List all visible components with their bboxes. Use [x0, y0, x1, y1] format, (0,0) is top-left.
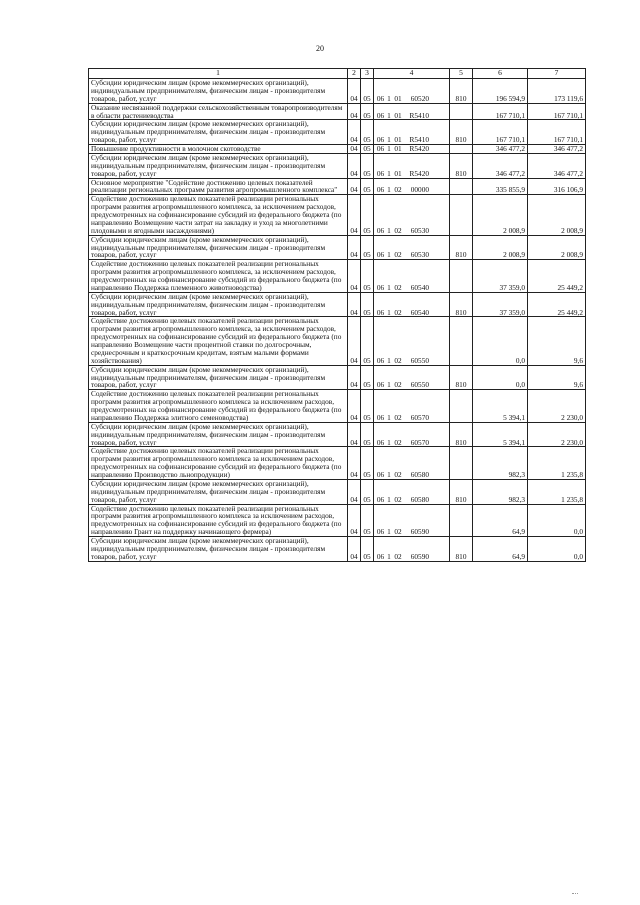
- target-article-code: [374, 235, 450, 260]
- expense-type-code: 810: [450, 292, 473, 317]
- target-article-code: [374, 390, 450, 423]
- amount-year-1: 196 594,9: [473, 79, 528, 104]
- code-part: 1: [387, 355, 391, 365]
- code-part: 02: [394, 412, 402, 422]
- subsection-code: 05: [361, 260, 374, 293]
- expense-type-code: 810: [450, 365, 473, 390]
- amount-year-2: 9,6: [528, 317, 586, 365]
- budget-table: [88, 68, 586, 562]
- code-part: 02: [394, 250, 402, 260]
- code-part: 06: [376, 551, 385, 561]
- target-article-code: [374, 153, 450, 178]
- expense-type-code: [450, 145, 473, 154]
- code-part: 1: [387, 437, 391, 447]
- code-part: 06: [376, 437, 385, 447]
- row-name: Субсидии юридическим лицам (кроме некоммерческих организаций), индивидуальным предпринимателям, физическим лицам - производителям товаров, работ, услуг: [89, 235, 348, 260]
- code-part: 06: [376, 144, 385, 153]
- target-article-code: [374, 79, 450, 104]
- target-article-code: [374, 260, 450, 293]
- code-part: 02: [394, 282, 402, 292]
- row-name: Содействие достижению целевых показателей реализации региональных программ развития агропромышленного комплекса, за исключением расходов, предусмотренных на софинансирование субсидий из федерального бюджета (по направлению Возмещение части затрат на закладку и уход за многолетними плодовыми и ягодными насаждениями): [89, 195, 348, 235]
- code-part: 1: [387, 168, 391, 178]
- amount-year-1: 335 855,9: [473, 178, 528, 195]
- expense-type-code: [450, 447, 473, 480]
- amount-year-2: 2 230,0: [528, 390, 586, 423]
- code-part: 60590: [410, 527, 429, 537]
- target-article-code: [374, 447, 450, 480]
- code-part: 06: [376, 470, 385, 479]
- expense-type-code: [450, 317, 473, 365]
- code-part: 01: [394, 93, 402, 103]
- row-name: Содействие достижению целевых показателей реализации региональных программ развития агропромышленного комплекса за исключением расходов, предусмотренных на софинансирование субсидий из федерального бюджета (по направлению Грант на поддержку начинающего фермера): [89, 504, 348, 537]
- code-part: 06: [376, 93, 385, 103]
- section-code: 04: [348, 260, 361, 293]
- expense-type-code: 810: [450, 79, 473, 104]
- row-name: Содействие достижению целевых показателей реализации региональных программ развития агропромышленного комплекса за исключением расходов, предусмотренных на софинансирование субсидий из федерального бюджета (по направлению Поддержка элитного семеноводства): [89, 390, 348, 423]
- row-name: Субсидии юридическим лицам (кроме некоммерческих организаций), индивидуальным предпринимателям, физическим лицам - производителям товаров, работ, услуг: [89, 479, 348, 504]
- row-name: Повышение продуктивности в молочном скотоводстве: [89, 145, 348, 154]
- row-name: Субсидии юридическим лицам (кроме некоммерческих организаций), индивидуальным предпринимателям, физическим лицам - производителям товаров, работ, услуг: [89, 79, 348, 104]
- subsection-code: 05: [361, 422, 374, 447]
- code-part: 1: [387, 225, 391, 235]
- code-part: 60530: [410, 225, 429, 235]
- table-row: [89, 260, 586, 293]
- table-header-row: [89, 69, 586, 79]
- section-code: 04: [348, 390, 361, 423]
- amount-year-2: 167 710,1: [528, 120, 586, 145]
- amount-year-1: 5 394,1: [473, 422, 528, 447]
- target-article-code: [374, 145, 450, 154]
- amount-year-1: 346 477,2: [473, 145, 528, 154]
- code-part: 06: [376, 355, 385, 365]
- subsection-code: 05: [361, 178, 374, 195]
- table-row: [89, 317, 586, 365]
- scan-mark: [572, 893, 578, 898]
- amount-year-2: 1 235,8: [528, 447, 586, 480]
- amount-year-2: 2 230,0: [528, 422, 586, 447]
- code-part: 60550: [410, 355, 429, 365]
- section-code: 04: [348, 479, 361, 504]
- code-part: 02: [394, 307, 402, 317]
- code-part: 06: [376, 412, 385, 422]
- subsection-code: 05: [361, 153, 374, 178]
- code-part: 01: [394, 110, 402, 120]
- code-part: 1: [387, 494, 391, 504]
- table-row: [89, 103, 586, 120]
- code-part: 1: [387, 135, 391, 145]
- table-row: [89, 145, 586, 154]
- amount-year-1: 982,3: [473, 479, 528, 504]
- code-part: 60540: [410, 307, 429, 317]
- amount-year-1: 5 394,1: [473, 390, 528, 423]
- code-part: 02: [394, 551, 402, 561]
- code-part: 02: [394, 470, 402, 479]
- target-article-code: [374, 317, 450, 365]
- target-article-code: [374, 178, 450, 195]
- code-part: R5410: [409, 110, 429, 120]
- table-row: [89, 422, 586, 447]
- subsection-code: 05: [361, 504, 374, 537]
- section-code: 04: [348, 365, 361, 390]
- expense-type-code: [450, 103, 473, 120]
- code-part: 06: [376, 225, 385, 235]
- code-part: 1: [387, 551, 391, 561]
- code-part: 06: [376, 185, 385, 195]
- table-row: [89, 292, 586, 317]
- subsection-code: 05: [361, 120, 374, 145]
- amount-year-1: 0,0: [473, 365, 528, 390]
- expense-type-code: [450, 504, 473, 537]
- subsection-code: 05: [361, 195, 374, 235]
- code-part: 01: [394, 144, 402, 153]
- row-name: Субсидии юридическим лицам (кроме некоммерческих организаций), индивидуальным предпринимателям, физическим лицам - производителям товаров, работ, услуг: [89, 537, 348, 562]
- table-row: [89, 235, 586, 260]
- code-part: 60520: [410, 93, 429, 103]
- table-row: [89, 195, 586, 235]
- amount-year-2: 0,0: [528, 504, 586, 537]
- expense-type-code: 810: [450, 120, 473, 145]
- section-code: 04: [348, 103, 361, 120]
- table-row: [89, 365, 586, 390]
- code-part: 1: [387, 144, 391, 153]
- expense-type-code: [450, 195, 473, 235]
- code-part: 02: [394, 494, 402, 504]
- header-cell: 5: [450, 69, 473, 79]
- subsection-code: 05: [361, 537, 374, 562]
- amount-year-2: 346 477,2: [528, 145, 586, 154]
- code-part: 01: [394, 168, 402, 178]
- code-part: 1: [387, 93, 391, 103]
- row-name: Субсидии юридическим лицам (кроме некоммерческих организаций), индивидуальным предпринимателям, физическим лицам - производителям товаров, работ, услуг: [89, 292, 348, 317]
- amount-year-2: 2 008,9: [528, 195, 586, 235]
- subsection-code: 05: [361, 235, 374, 260]
- amount-year-1: 2 008,9: [473, 195, 528, 235]
- amount-year-2: 173 119,6: [528, 79, 586, 104]
- code-part: 01: [394, 135, 402, 145]
- code-part: 60550: [410, 380, 429, 390]
- amount-year-1: 346 477,2: [473, 153, 528, 178]
- amount-year-1: 37 359,0: [473, 260, 528, 293]
- subsection-code: 05: [361, 292, 374, 317]
- section-code: 04: [348, 235, 361, 260]
- expense-type-code: 810: [450, 479, 473, 504]
- row-name: Субсидии юридическим лицам (кроме некоммерческих организаций), индивидуальным предпринимателям, физическим лицам - производителям товаров, работ, услуг: [89, 365, 348, 390]
- code-part: 00000: [410, 185, 429, 195]
- expense-type-code: [450, 178, 473, 195]
- code-part: 1: [387, 380, 391, 390]
- header-cell: 1: [89, 69, 348, 79]
- subsection-code: 05: [361, 447, 374, 480]
- code-part: 02: [394, 355, 402, 365]
- expense-type-code: [450, 390, 473, 423]
- section-code: 04: [348, 178, 361, 195]
- amount-year-2: 25 449,2: [528, 292, 586, 317]
- code-part: 02: [394, 437, 402, 447]
- subsection-code: 05: [361, 79, 374, 104]
- code-part: 06: [376, 282, 385, 292]
- subsection-code: 05: [361, 365, 374, 390]
- amount-year-2: 167 710,1: [528, 103, 586, 120]
- code-part: 1: [387, 250, 391, 260]
- amount-year-1: 982,3: [473, 447, 528, 480]
- code-part: 06: [376, 527, 385, 537]
- amount-year-2: 0,0: [528, 537, 586, 562]
- expense-type-code: 810: [450, 235, 473, 260]
- amount-year-1: 167 710,1: [473, 103, 528, 120]
- code-part: 1: [387, 470, 391, 479]
- amount-year-2: 9,6: [528, 365, 586, 390]
- row-name: Субсидии юридическим лицам (кроме некоммерческих организаций), индивидуальным предпринимателям, физическим лицам - производителям товаров, работ, услуг: [89, 120, 348, 145]
- header-cell: 2: [348, 69, 361, 79]
- row-name: Основное мероприятие "Содействие достижению целевых показателей реализации региональных программ развития агропромышленного комплекса": [89, 178, 348, 195]
- amount-year-2: 316 106,9: [528, 178, 586, 195]
- expense-type-code: [450, 260, 473, 293]
- amount-year-2: 2 008,9: [528, 235, 586, 260]
- amount-year-2: 25 449,2: [528, 260, 586, 293]
- code-part: 60540: [410, 282, 429, 292]
- code-part: 1: [387, 282, 391, 292]
- target-article-code: [374, 365, 450, 390]
- amount-year-1: 2 008,9: [473, 235, 528, 260]
- section-code: 04: [348, 537, 361, 562]
- table-row: [89, 178, 586, 195]
- expense-type-code: 810: [450, 537, 473, 562]
- target-article-code: [374, 504, 450, 537]
- row-name: Содействие достижению целевых показателей реализации региональных программ развития агропромышленного комплекса, за исключением расходов, предусмотренных на софинансирование субсидий из федерального бюджета (по направлению Возмещение части процентной ставки по долгосрочным, среднесрочным и краткосрочным кредитам, взятым малыми формами хозяйствования): [89, 317, 348, 365]
- code-part: 06: [376, 250, 385, 260]
- target-article-code: [374, 120, 450, 145]
- code-part: 60570: [410, 437, 429, 447]
- table-row: [89, 79, 586, 104]
- section-code: 04: [348, 447, 361, 480]
- section-code: 04: [348, 504, 361, 537]
- section-code: 04: [348, 120, 361, 145]
- code-part: 06: [376, 110, 385, 120]
- amount-year-1: 167 710,1: [473, 120, 528, 145]
- amount-year-1: 64,9: [473, 504, 528, 537]
- section-code: 04: [348, 153, 361, 178]
- target-article-code: [374, 422, 450, 447]
- code-part: 60580: [410, 494, 429, 504]
- code-part: 60580: [410, 470, 429, 479]
- code-part: 1: [387, 185, 391, 195]
- section-code: 04: [348, 422, 361, 447]
- header-cell: 7: [528, 69, 586, 79]
- subsection-code: 05: [361, 479, 374, 504]
- amount-year-1: 37 359,0: [473, 292, 528, 317]
- amount-year-1: 0,0: [473, 317, 528, 365]
- target-article-code: [374, 292, 450, 317]
- subsection-code: 05: [361, 390, 374, 423]
- row-name: Субсидии юридическим лицам (кроме некоммерческих организаций), индивидуальным предпринимателям, физическим лицам - производителям товаров, работ, услуг: [89, 422, 348, 447]
- subsection-code: 05: [361, 317, 374, 365]
- code-part: 06: [376, 380, 385, 390]
- header-cell: 6: [473, 69, 528, 79]
- code-part: 1: [387, 527, 391, 537]
- section-code: 04: [348, 317, 361, 365]
- target-article-code: [374, 537, 450, 562]
- amount-year-2: 346 477,2: [528, 153, 586, 178]
- code-part: 1: [387, 412, 391, 422]
- page-number: 20: [316, 44, 324, 53]
- table-row: [89, 153, 586, 178]
- code-part: 02: [394, 225, 402, 235]
- table-row: [89, 537, 586, 562]
- header-cell: 3: [361, 69, 374, 79]
- row-name: Субсидии юридическим лицам (кроме некоммерческих организаций), индивидуальным предпринимателям, физическим лицам - производителям товаров, работ, услуг: [89, 153, 348, 178]
- row-name: Оказание несвязанной поддержки сельскохозяйственным товаропроизводителям в области растениеводства: [89, 103, 348, 120]
- code-part: 06: [376, 307, 385, 317]
- section-code: 04: [348, 145, 361, 154]
- section-code: 04: [348, 292, 361, 317]
- code-part: 1: [387, 307, 391, 317]
- amount-year-2: 1 235,8: [528, 479, 586, 504]
- target-article-code: [374, 195, 450, 235]
- code-part: R5410: [409, 135, 429, 145]
- code-part: 1: [387, 110, 391, 120]
- row-name: Содействие достижению целевых показателей реализации региональных программ развития агропромышленного комплекса за исключением расходов, предусмотренных на софинансирование субсидий из федерального бюджета (по направлению Производство льнопродукции): [89, 447, 348, 480]
- table-body: [89, 69, 586, 562]
- subsection-code: 05: [361, 103, 374, 120]
- code-part: 06: [376, 135, 385, 145]
- table-row: [89, 504, 586, 537]
- table-row: [89, 479, 586, 504]
- code-part: R5420: [409, 144, 429, 153]
- amount-year-1: 64,9: [473, 537, 528, 562]
- code-part: 06: [376, 168, 385, 178]
- section-code: 04: [348, 195, 361, 235]
- header-cell: 4: [374, 69, 450, 79]
- code-part: 02: [394, 527, 402, 537]
- section-code: 04: [348, 79, 361, 104]
- expense-type-code: 810: [450, 153, 473, 178]
- subsection-code: 05: [361, 145, 374, 154]
- table-row: [89, 447, 586, 480]
- code-part: 60530: [410, 250, 429, 260]
- expense-type-code: 810: [450, 422, 473, 447]
- table-row: [89, 120, 586, 145]
- table-row: [89, 390, 586, 423]
- code-part: 06: [376, 494, 385, 504]
- code-part: 02: [394, 380, 402, 390]
- target-article-code: [374, 479, 450, 504]
- code-part: 02: [394, 185, 402, 195]
- code-part: 60590: [410, 551, 429, 561]
- code-part: 60570: [410, 412, 429, 422]
- row-name: Содействие достижению целевых показателей реализации региональных программ развития агропромышленного комплекса, за исключением расходов, предусмотренных на софинансирование субсидий из федерального бюджета (по направлению Поддержка племенного животноводства): [89, 260, 348, 293]
- target-article-code: [374, 103, 450, 120]
- code-part: R5420: [409, 168, 429, 178]
